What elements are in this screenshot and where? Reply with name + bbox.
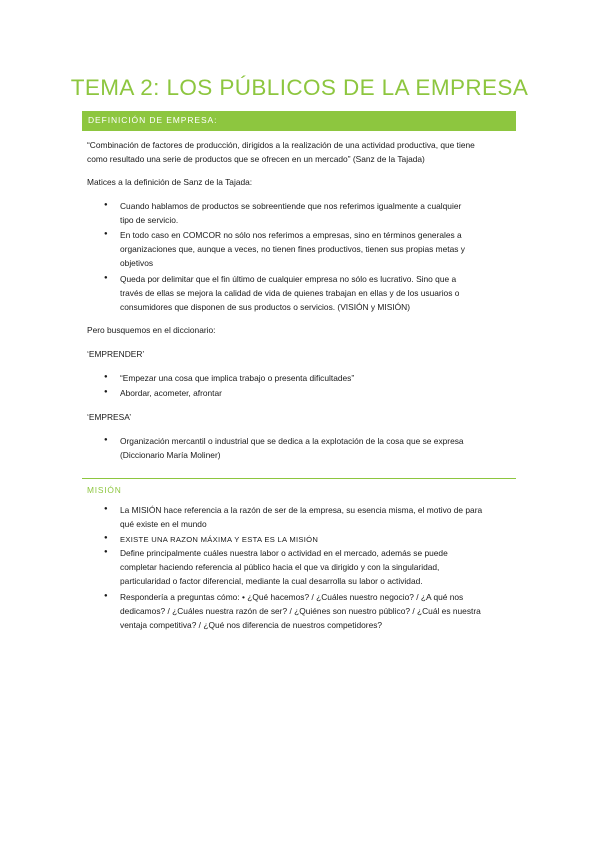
page-title: TEMA 2: LOS PÚBLICOS DE LA EMPRESA	[70, 75, 529, 100]
list-item: objetivos	[120, 258, 154, 268]
list-item: consumidores que disponen de sus productos o servicios. (VISIÓN y MISIÓN)	[120, 302, 410, 312]
bullet-icon	[104, 199, 110, 205]
section-divider	[82, 478, 516, 479]
bullet-icon	[104, 434, 110, 440]
section-banner-label: DEFINICIÓN DE EMPRESA:	[88, 115, 218, 125]
empresa-heading: ‘EMPRESA’	[87, 412, 132, 422]
list-item: Respondería a preguntas cómo: • ¿Qué hacemos? / ¿Cuáles nuestro negocio? / ¿A qué nos	[120, 592, 464, 602]
list-item: completar haciendo referencia al público hacia el que va dirigido y con la singularidad,	[120, 562, 440, 572]
list-item: EXISTE UNA RAZON MÁXIMA Y ESTA ES LA MISIÓN	[120, 535, 319, 544]
list-item: ventaja competitiva? / ¿Qué nos diferencia de nuestros competidores?	[120, 620, 383, 630]
list-item: Define principalmente cuáles nuestra labor o actividad en el mercado, además se puede	[120, 548, 448, 558]
list-item: La MISIÓN hace referencia a la razón de ser de la empresa, su esencia misma, el motivo de para	[120, 505, 483, 515]
list-item: organizaciones que, aunque a veces, no tienen fines productivos, tienen sus propias metas y	[120, 244, 465, 254]
list-item: particularidad o factor diferencial, mediante la cual desarrolla su labor o actividad.	[120, 576, 423, 586]
list-item: “Empezar una cosa que implica trabajo o presenta dificultades”	[120, 373, 355, 383]
bullet-icon	[104, 503, 110, 509]
list-item: qué existe en el mundo	[120, 519, 207, 529]
bullet-icon	[104, 371, 110, 377]
list-item: Queda por delimitar que el fin último de cualquier empresa no sólo es lucrativo. Sino que a	[120, 274, 457, 284]
bullet-icon	[104, 546, 110, 552]
dictionary-line: Pero busquemos en el diccionario:	[87, 325, 216, 335]
mision-heading: MISIÓN	[87, 485, 122, 495]
section-banner	[82, 111, 516, 131]
bullet-icon	[104, 272, 110, 278]
list-item: En todo caso en COMCOR no sólo nos referimos a empresas, sino en términos generales a	[120, 230, 462, 240]
list-item: Cuando hablamos de productos se sobreentiende que nos referimos igualmente a cualquier	[120, 201, 462, 211]
bullet-icon	[104, 532, 110, 538]
list-item: dedicamos? / ¿Cuáles nuestra razón de ser? / ¿Quiénes son nuestro público? / ¿Cuál es nuestra	[120, 606, 481, 616]
list-item: través de ellas se mejora la calidad de vida de quienes trabajan en ellas y de los usuarios o	[120, 288, 460, 298]
list-item: tipo de servicio.	[120, 215, 179, 225]
bullet-icon	[104, 386, 110, 392]
quote-line: como resultado una serie de productos que se ofrecen en un mercado” (Sanz de la Tajada)	[87, 154, 425, 164]
matices-heading: Matices a la definición de Sanz de la Tajada:	[87, 177, 253, 187]
list-item: Abordar, acometer, afrontar	[120, 388, 222, 398]
list-item: (Diccionario María Moliner)	[120, 450, 221, 460]
list-item: Organización mercantil o industrial que se dedica a la explotación de la cosa que se expresa	[120, 436, 464, 446]
emprender-heading: ‘EMPRENDER’	[87, 349, 145, 359]
bullet-icon	[104, 590, 110, 596]
quote-line: “Combinación de factores de producción, dirigidos a la realización de una actividad productiva, que tiene	[87, 140, 475, 150]
bullet-icon	[104, 228, 110, 234]
